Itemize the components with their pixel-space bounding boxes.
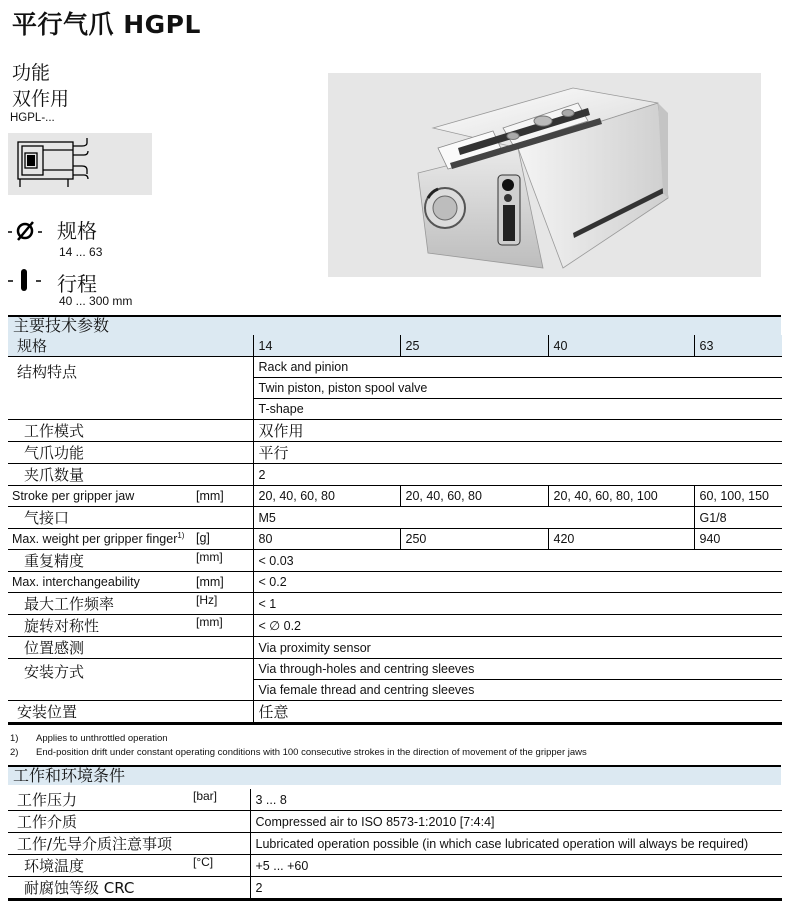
env-heading: 工作和环境条件 <box>8 765 781 785</box>
table-row <box>8 420 782 442</box>
interchange-row-label: Max. interchangeability [mm] <box>8 572 253 593</box>
mode-label: 工作模式 <box>8 420 253 442</box>
design-label: 结构特点 <box>8 357 253 420</box>
symmetry-row-label: 旋转对称性 [mm] <box>8 615 253 637</box>
page-title: 平行气爪 HGPL <box>12 10 201 39</box>
stroke-value-14: 20, 40, 60, 80 <box>253 486 400 507</box>
repeat-value: < 0.03 <box>253 550 782 572</box>
freq-value: < 1 <box>253 593 782 615</box>
weight-row-label: Max. weight per gripper finger$^{1)}$ [g] <box>8 529 253 550</box>
env-label: 工作压力 [bar] <box>8 789 250 811</box>
env-value: Compressed air to ISO 8573-1:2010 [7:4:4] <box>250 811 782 833</box>
stroke-icon <box>8 265 48 295</box>
tech-data-table <box>8 335 782 725</box>
position-value: 任意 <box>253 701 782 724</box>
weight-value-14: 80 <box>253 529 400 550</box>
weight-value-25: 250 <box>400 529 548 550</box>
design-value: T-shape <box>253 399 782 420</box>
size-63: 63 <box>694 335 782 357</box>
table-row <box>8 593 782 615</box>
table-row <box>8 637 782 659</box>
env-label: 环境温度 [°C] <box>8 855 250 877</box>
env-label: 工作/先导介质注意事项 <box>8 833 250 855</box>
table-row <box>8 877 782 900</box>
sensing-value: Via proximity sensor <box>253 637 782 659</box>
size-14: 14 <box>253 335 400 357</box>
function-value: 双作用 <box>12 88 70 110</box>
table-header-row <box>8 335 782 357</box>
jaws-value: 2 <box>253 464 782 486</box>
port-value-63: G1/8 <box>694 507 782 529</box>
mounting-label: 安装方式 <box>8 659 253 701</box>
table-row <box>8 811 782 833</box>
table-row <box>8 701 782 724</box>
env-value: 2 <box>250 877 782 900</box>
table-row <box>8 442 782 464</box>
env-label: 工作介质 <box>8 811 250 833</box>
table-row <box>8 615 782 637</box>
function-row-value: 平行 <box>253 442 782 464</box>
stroke-label: 行程 <box>57 272 97 296</box>
env-label: 耐腐蚀等级 CRC <box>8 877 250 900</box>
double-acting-gripper-symbol-icon <box>8 133 152 195</box>
footnote-2: 2) End-position drift under constant operating conditions with 100 consecutive strokes in the direction of movement of the gripper jaws <box>10 747 587 758</box>
table-row <box>8 464 782 486</box>
table-row <box>8 529 782 550</box>
function-label: 功能 <box>12 62 51 84</box>
design-value: Rack and pinion <box>253 357 782 378</box>
size-40: 40 <box>548 335 694 357</box>
table-row <box>8 659 782 680</box>
weight-value-40: 420 <box>548 529 694 550</box>
env-value: Lubricated operation possible (in which case lubricated operation will always be required) <box>250 833 782 855</box>
stroke-value-25: 20, 40, 60, 80 <box>400 486 548 507</box>
mounting-value: Via female thread and centring sleeves <box>253 680 782 701</box>
freq-row-label: 最大工作频率 [Hz] <box>8 593 253 615</box>
mounting-value: Via through-holes and centring sleeves <box>253 659 782 680</box>
model-code: HGPL-... <box>10 112 55 124</box>
env-value: 3 ... 8 <box>250 789 782 811</box>
table-row <box>8 357 782 378</box>
parallel-gripper-product-photo <box>328 73 761 277</box>
jaws-label: 夹爪数量 <box>8 464 253 486</box>
stroke-value: 40 ... 300 mm <box>59 294 133 308</box>
mode-value: 双作用 <box>253 420 782 442</box>
diameter-icon <box>8 215 48 245</box>
port-value-small: M5 <box>253 507 694 529</box>
weight-value-63: 940 <box>694 529 782 550</box>
repeat-row-label: 重复精度 [mm] <box>8 550 253 572</box>
function-row-label: 气爪功能 <box>8 442 253 464</box>
size-label: 规格 <box>57 219 97 243</box>
sensing-label: 位置感测 <box>8 637 253 659</box>
size-25: 25 <box>400 335 548 357</box>
stroke-value-40: 20, 40, 60, 80, 100 <box>548 486 694 507</box>
symmetry-value: < ∅ 0.2 <box>253 615 782 637</box>
port-label: 气接口 <box>8 507 253 529</box>
size-value: 14 ... 63 <box>59 245 103 259</box>
table-row <box>8 486 782 507</box>
table-row <box>8 507 782 529</box>
design-value: Twin piston, piston spool valve <box>253 378 782 399</box>
table-row <box>8 550 782 572</box>
table-row <box>8 833 782 855</box>
interchange-value: < 0.2 <box>253 572 782 593</box>
table-row <box>8 572 782 593</box>
footnote-1: 1) Applies to unthrottled operation <box>10 733 168 744</box>
env-table <box>8 789 782 901</box>
table-row <box>8 789 782 811</box>
position-label: 安装位置 <box>8 701 253 724</box>
stroke-row-label: Stroke per gripper jaw [mm] <box>8 486 253 507</box>
size-header: 规格 <box>8 335 253 357</box>
env-value: +5 ... +60 <box>250 855 782 877</box>
stroke-value-63: 60, 100, 150 <box>694 486 782 507</box>
tech-data-heading: 主要技术参数 <box>8 315 781 335</box>
table-row <box>8 855 782 877</box>
